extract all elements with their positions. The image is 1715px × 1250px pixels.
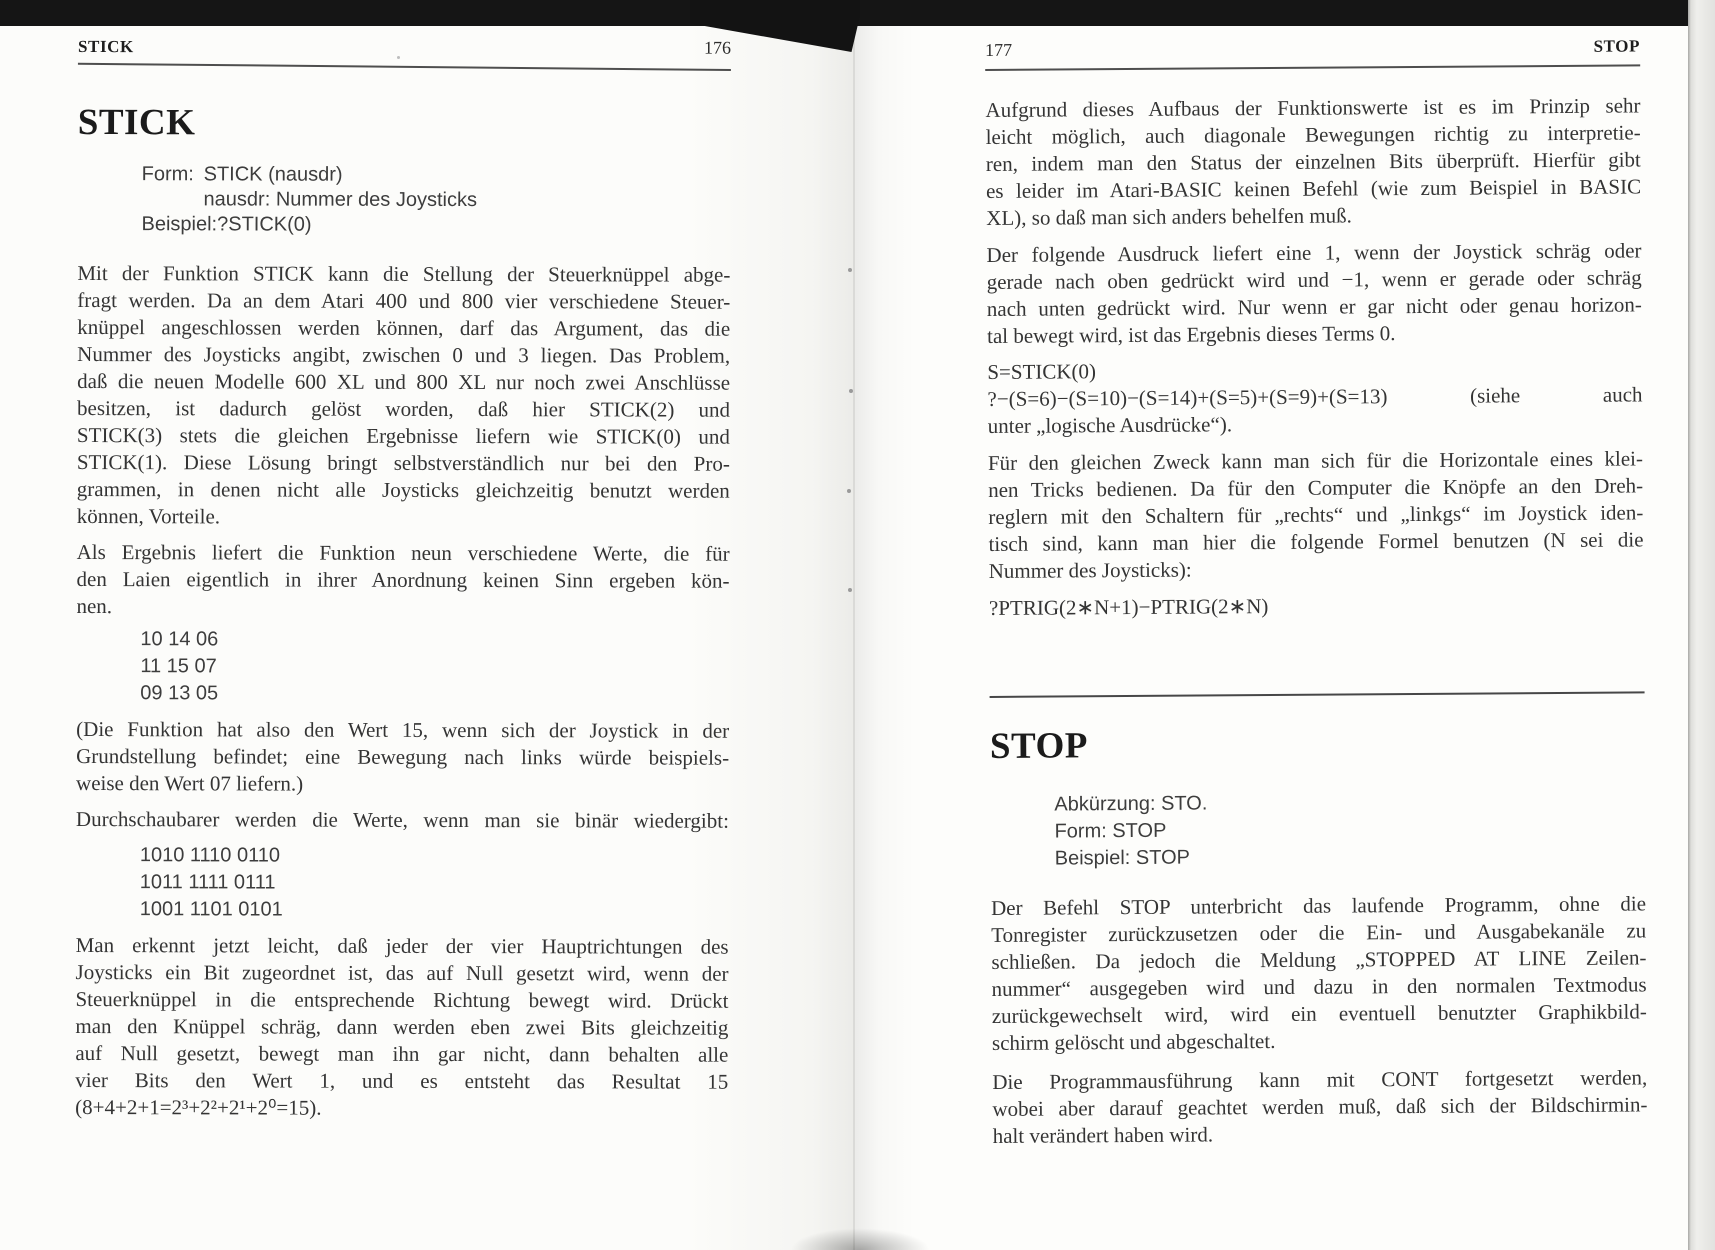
right-page-header: [985, 35, 1640, 62]
binding-speck: [848, 588, 852, 592]
form-label: Beispiel:: [141, 213, 218, 236]
text-line: ?−(S=6)−(S=10)−(S=14)+(S=5)+(S=9)+(S=13) (siehe auch: [987, 382, 1643, 411]
paper-speck: [397, 56, 400, 59]
text-line: nen.: [76, 593, 113, 619]
paragraph: [987, 354, 1643, 440]
gutter-shade: [855, 0, 915, 1250]
form-label: Form:: [141, 163, 194, 186]
text-line: fragt werden. Da an dem Atari 400 und 800 vier verschiedene Steuer-: [77, 287, 731, 314]
text-line: schließen. Da jedoch die Meldung „STOPPED AT LINE Zeilen-: [991, 945, 1647, 974]
text-line: halt verändert haben wird.: [992, 1122, 1214, 1148]
value-list: [1054, 787, 1646, 872]
section-title: STICK: [77, 101, 196, 144]
left-page-blocks: [75, 100, 731, 1123]
paragraph: [985, 92, 1641, 232]
text-line: tisch sind, kann man hier die folgende Formel benutzen (N sei die: [988, 527, 1644, 556]
text-line: können, Vorteile.: [76, 503, 221, 529]
section-title: STOP: [989, 725, 1089, 767]
paragraph: [77, 260, 731, 532]
text-line: ?PTRIG(2∗N+1)−PTRIG(2∗N): [988, 594, 1269, 620]
text-line: Der folgende Ausdruck liefert eine 1, wenn der Joystick schräg oder: [986, 238, 1642, 267]
list-line: 09 13 05: [140, 682, 219, 705]
list-line: 11 15 07: [140, 655, 217, 678]
text-line: XL), so daß man sich anders behelfen muß.: [986, 203, 1352, 230]
form-value: ?STICK(0): [217, 213, 312, 236]
text-line: Für den gleichen Zweck kann man sich für die Horizontale eines klei-: [987, 446, 1644, 475]
paragraph: [76, 539, 729, 622]
page-edge-band: [1688, 0, 1715, 1250]
left-page-header: [78, 36, 731, 60]
text-line: reglern mit den Schaltern für „rechts“ und „linkgs“ im Joystick iden-: [988, 500, 1644, 529]
gutter-crease: [853, 0, 855, 1250]
text-line: es leider im Atari-BASIC keinen Befehl (wie zum Beispiel in BASIC: [985, 174, 1642, 203]
text-line: den Laien eigentlich in ihrer Anordnung keinen Sinn ergeben kön-: [76, 566, 730, 593]
list-line: Form: STOP: [1054, 819, 1167, 843]
page-number-right: 177: [985, 39, 1013, 60]
paragraph: [989, 590, 1644, 622]
page-number-left: 176: [703, 37, 731, 58]
text-line: Joysticks ein Bit zugeordnet ist, das auf Null gesetzt wird, wenn der: [75, 959, 729, 986]
text-line: Der Befehl STOP unterbricht das laufende Programm, ohne die: [990, 891, 1647, 920]
text-line: auf Null gesetzt, bewegt man ihn gar nicht, dann behalten alle: [75, 1040, 729, 1067]
text-line: grammen, in denen nicht alle Joysticks gleichzeitig benutzt werden: [76, 476, 730, 503]
left-page-content: [75, 36, 731, 1123]
paragraph: [76, 716, 729, 799]
text-line: Aufgrund dieses Aufbaus der Funktionswerte ist es im Prinzip sehr: [985, 93, 1641, 122]
text-line: knüppel angeschlossen werden können, darf das Argument, das die: [77, 314, 731, 341]
text-line: schirm gelöscht und abgeschaltet.: [991, 1028, 1276, 1055]
text-line: zurückgewechselt wird, wird ein eventuell benutzter Graphikbild-: [991, 999, 1647, 1028]
separator-rule: [990, 691, 1645, 698]
binding-speck: [848, 268, 852, 272]
text-line: S=STICK(0): [987, 359, 1097, 384]
paragraph: [75, 932, 728, 1123]
text-line: unter „logische Ausdrücke“).: [987, 412, 1233, 438]
text-line: tal bewegt wird, ist das Ergebnis dieses Terms 0.: [986, 321, 1396, 348]
text-line: nen Tricks bedienen. Da für den Computer die Knöpfe an den Dreh-: [988, 473, 1644, 502]
text-line: leicht möglich, auch diagonale Bewegungen richtig zu interpretie-: [985, 120, 1641, 149]
list-line: 1010 1110 0110: [139, 844, 281, 867]
form-row: [141, 212, 730, 239]
list-line: Beispiel: STOP: [1054, 846, 1191, 870]
text-line: Tonregister zurückzusetzen oder die Ein- und Ausgabekanäle zu: [991, 918, 1647, 947]
right-page: [855, 0, 1688, 1250]
value-list: [140, 842, 729, 925]
form-row: [142, 187, 731, 214]
paragraph: [986, 237, 1642, 350]
text-line: STICK(1). Diese Lösung bringt selbstverständlich nur bei den Pro-: [76, 449, 730, 476]
text-line: nummer“ ausgegeben wird und dazu in den normalen Textmodus: [991, 972, 1647, 1001]
text-line: (Die Funktion hat also den Wert 15, wenn sich der Joystick in der: [76, 716, 730, 743]
running-head-right: STOP: [1593, 36, 1641, 56]
list-line: 1001 1101 0101: [139, 898, 283, 921]
header-rule-right: [985, 64, 1640, 71]
text-line: Die Programmausführung kann mit CONT fortgesetzt werden,: [992, 1065, 1648, 1094]
text-line: Nummer des Joysticks):: [988, 557, 1192, 583]
text-line: Als Ergebnis liefert die Funktion neun verschiedene Werte, die für: [76, 539, 730, 566]
text-line: ren, indem man den Status der einzelnen Bits überprüft. Hierfür gibt: [985, 147, 1641, 176]
text-line: gerade nach oben gedrückt wird und −1, wenn er gerade oder schräg: [986, 265, 1642, 294]
list-line: 10 14 06: [140, 628, 219, 651]
right-page-blocks: [985, 92, 1647, 1150]
value-list: [140, 626, 729, 709]
text-line: besitzen, ist dadurch gelöst worden, daß hier STICK(2) und: [76, 395, 731, 422]
text-line: (8+4+2+1=2³+2²+2¹+2⁰=15).: [75, 1094, 322, 1120]
text-line: nach unten gedrückt wird. Nur wenn er gar nicht oder genau horizon-: [986, 292, 1642, 321]
header-rule-left: [78, 63, 731, 71]
gutter-bottom-shadow: [790, 1228, 930, 1250]
list-line: Abkürzung: STO.: [1054, 792, 1208, 816]
paragraph: [988, 445, 1644, 585]
text-line: Mit der Funktion STICK kann die Stellung der Steuerknüppel abge-: [77, 260, 731, 287]
form-value: STICK (nausdr): [203, 163, 343, 186]
text-line: Nummer des Joysticks angibt, zwischen 0 und 3 liegen. Das Problem,: [77, 341, 731, 368]
left-page: [0, 0, 855, 1250]
binding-speck: [847, 489, 851, 493]
text-line: Steuerknüppel in die entsprechende Richtung bewegt wird. Drückt: [75, 986, 729, 1013]
text-line: Man erkennt jetzt leicht, daß jeder der vier Hauptrichtungen des: [75, 932, 729, 959]
form-block: [141, 162, 730, 239]
text-line: Grundstellung befindet; eine Bewegung nach links würde beispiels-: [76, 743, 730, 770]
paragraph: [992, 1064, 1648, 1150]
running-head-left: STICK: [77, 36, 134, 57]
binding-speck: [849, 389, 853, 393]
text-line: daß die neuen Modelle 600 XL und 800 XL nur noch zwei Anschlüsse: [77, 368, 731, 395]
paragraph: [76, 806, 729, 835]
text-line: weise den Wert 07 liefern.): [76, 770, 304, 796]
text-line: STICK(3) stets die gleichen Ergebnisse liefern wie STICK(0) und: [76, 422, 730, 449]
form-value: nausdr: Nummer des Joysticks: [203, 188, 478, 212]
form-label: [142, 187, 204, 212]
text-line: vier Bits den Wert 1, und es entsteht das Resultat 15: [75, 1067, 729, 1094]
list-line: 1011 1111 0111: [139, 871, 276, 894]
form-row: [142, 162, 731, 189]
paragraph: [991, 890, 1647, 1057]
text-line: wobei aber darauf geachtet werden muß, daß sich der Bildschirmin-: [992, 1092, 1648, 1121]
text-line: man den Knüppel schräg, dann werden eben zwei Bits gleichzeitig: [75, 1013, 729, 1040]
text-line: Durchschaubarer werden die Werte, wenn man sie binär wiedergibt:: [75, 806, 729, 833]
right-page-content: [985, 35, 1648, 1150]
